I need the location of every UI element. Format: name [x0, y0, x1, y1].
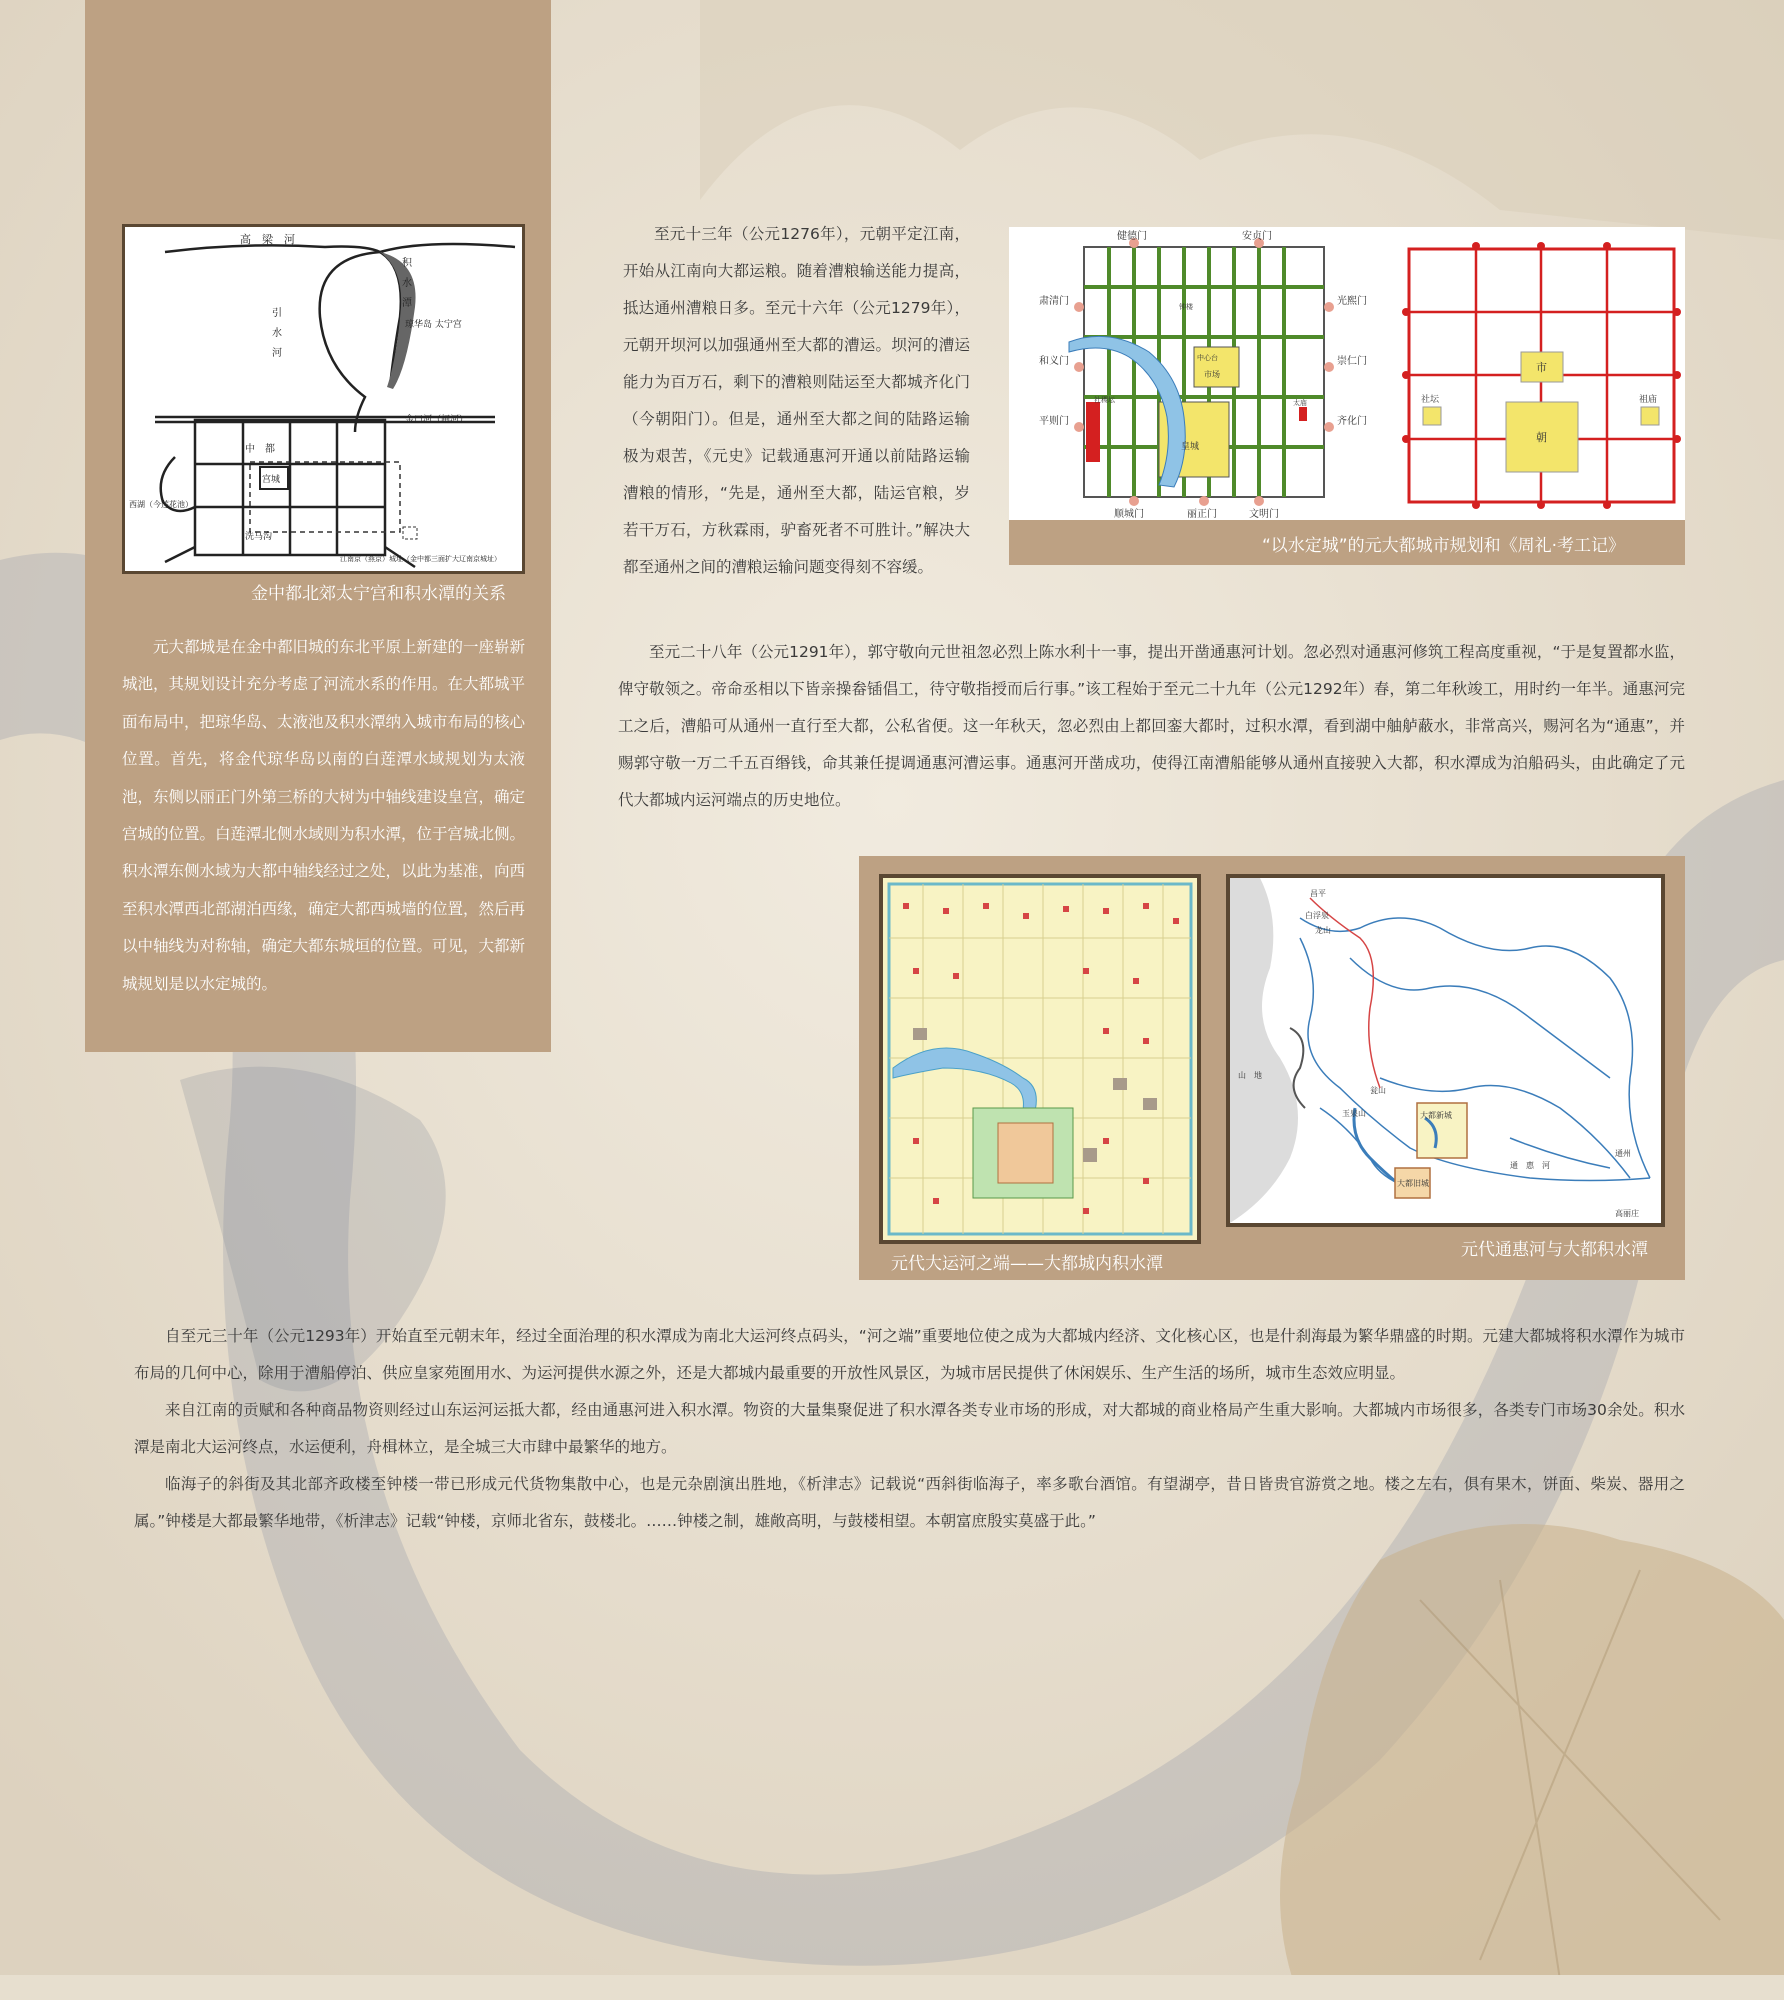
jin-zhongdu-map-drawing	[125, 227, 522, 571]
label-jishui: 积 水 潭	[399, 257, 411, 307]
label-wengshan: 瓮山	[1370, 1086, 1386, 1095]
label-shetan: 社坛	[1421, 395, 1440, 405]
jishuitan-city-map-drawing	[883, 878, 1197, 1240]
tonghui-river-map-drawing	[1230, 878, 1661, 1223]
label-market: 市场	[1204, 370, 1220, 379]
label-shi: 市	[1536, 361, 1547, 374]
tonghui-river-map	[1226, 874, 1665, 1227]
label-baifu: 白浮泉	[1305, 911, 1329, 920]
jishuitan-city-map	[879, 874, 1201, 1244]
label-zhonglou: 钟楼	[1179, 303, 1193, 311]
tonghui-paragraph: 至元二十八年（公元1291年），郭守敬向元世祖忽必烈上陈水利十一事，提出开凿通惠河计划。忽必烈对通惠河修筑工程高度重视，“于是复置都水监，俾守敬领之。帝命丞相以下皆亲操畚锸倡工，待守敬指授而后行事。”该工程始于至元二十九年（公元1292年）春，第二年秋竣工，用时约一年半。通惠河完工之后，漕船可从通州一直行至大都，公私省便。这一年秋天，忽必烈由上都回銮大都时，过积水潭，看到湖中舳舻蔽水，非常高兴，赐河名为“通惠”，并赐郭守敬一万二千五百缗钱，命其兼任提调通惠河漕运事。通惠河开凿成功，使得江南漕船能够从通州直接驶入大都，积水潭成为泊船码头，由此确定了元代大都城内运河端点的历史地位。	[618, 643, 1685, 809]
gate-pingze: 平则门	[1039, 416, 1069, 427]
label-longshan: 龙山	[1315, 926, 1331, 935]
gate-qihua: 齐化门	[1337, 416, 1367, 427]
gate-heyi: 和义门	[1039, 356, 1069, 367]
closing-paragraph-3: 临海子的斜街及其北部齐政楼至钟楼一带已形成元代货物集散中心，也是元杂剧演出胜地，《析津志》记载说“西斜街临海子，率多歌台酒馆。有望湖亭，昔日皆贵官游赏之地。楼之左右，俱有果木，饼面、柴炭、器用之属。”钟楼是大都最繁华地带，《析津志》记载“钟楼，京师北省东，鼓楼北。……钟楼之制，雄敞高明，与鼓楼相望。本朝富庶殷实莫盛于此。”	[134, 1475, 1685, 1530]
jin-zhongdu-map	[122, 224, 525, 574]
gate-wenming: 文明门	[1249, 509, 1279, 520]
label-chao: 朝	[1536, 431, 1547, 444]
label-tonghui: 通 惠 河	[1510, 1161, 1550, 1170]
closing-paragraph-2: 来自江南的贡赋和各种商品物资则经过山东运河运抵大都，经由通惠河进入积水潭。物资的大量集聚促进了积水潭各类专业市场的形成，对大都城的商业格局产生重大影响。大都城内市场很多，各类专门市场30余处。积水潭是南北大运河终点，水运便利，舟楫林立，是全城三大市肆中最繁华的地方。	[134, 1401, 1685, 1456]
label-gaoli: 高丽庄	[1615, 1209, 1639, 1218]
plan-caption: “以水定城”的元大都城市规划和《周礼·考工记》	[1262, 536, 1626, 556]
label-zumiao: 祖庙	[1639, 395, 1658, 405]
label-yinshui: 引 水 河	[269, 307, 281, 357]
label-taimiao: 太庙	[1293, 399, 1307, 407]
gate-chongren: 崇仁门	[1337, 356, 1367, 367]
gate-suqing: 肃清门	[1039, 296, 1069, 307]
label-changping: 昌平	[1310, 889, 1326, 898]
gate-jiande: 健德门	[1117, 231, 1147, 242]
label-tongzhou: 通州	[1615, 1149, 1631, 1158]
gate-anzhen: 安贞门	[1242, 231, 1272, 242]
label-legend: 江南京（燕京）城址（金中都三面扩大辽南京城址）	[340, 555, 501, 563]
gate-shuncheng: 顺城门	[1114, 509, 1144, 520]
label-palace: 皇城	[1181, 442, 1200, 452]
gate-guangxi: 光熙门	[1337, 296, 1367, 307]
jin-map-caption: 金中都北郊太宁宫和积水潭的关系	[251, 584, 506, 604]
label-sheji: 社稷坛	[1094, 396, 1115, 404]
label-gaoliang: 高 梁 河	[240, 233, 295, 246]
label-xincheng: 大都新城	[1420, 1111, 1452, 1120]
label-zhongdu: 中 都	[245, 444, 275, 455]
label-qionghua: 琼华岛 太宁宫	[405, 320, 462, 330]
tonghui-map-caption: 元代通惠河与大都积水潭	[1461, 1240, 1648, 1260]
label-gongcheng: 宫城	[262, 475, 281, 485]
gate-lizheng: 丽正门	[1187, 509, 1217, 520]
label-shandi: 山 地	[1238, 1071, 1262, 1080]
left-panel-paragraph: 元大都城是在金中都旧城的东北平原上新建的一座崭新城池，其规划设计充分考虑了河流水系的作用。在大都城平面布局中，把琼华岛、太液池及积水潭纳入城市布局的核心位置。首先，将金代琼华岛以南的白莲潭水域规划为太液池，东侧以丽正门外第三桥的大树为中轴线建设皇宫，确定宫城的位置。白莲潭北侧水域则为积水潭，位于宫城北侧。积水潭东侧水域为大都中轴线经过之处，以此为基准，向西至积水潭西北部湖泊西缘，确定大都西城墙的位置，然后再以中轴线为对称轴，确定大都东城垣的位置。可见，大都新城规划是以水定城的。	[122, 638, 526, 993]
label-jiucheng: 大都旧城	[1397, 1179, 1429, 1188]
label-zhongxin: 中心台	[1197, 354, 1218, 362]
label-xihu: 西湖（今莲花池）	[129, 500, 193, 509]
intro-paragraph: 至元十三年（公元1276年），元朝平定江南，开始从江南向大都运粮。随着漕粮输送能力提高，抵达通州漕粮日多。至元十六年（公元1279年），元朝开坝河以加强通州至大都的漕运。坝河的漕运能力为百万石，剩下的漕粮则陆运至大都城齐化门（今朝阳门）。但是，通州至大都之间的陆路运输极为艰苦，《元史》记载通惠河开通以前陆路运输漕粮的情形，“先是，通州至大都，陆运官粮，岁若干万石，方秋霖雨，驴畜死者不可胜计。”解决大都至通州之间的漕粮运输问题变得刻不容缓。	[623, 225, 970, 576]
label-yuquan: 玉泉山	[1342, 1109, 1366, 1118]
closing-text	[134, 1318, 1685, 1540]
label-jinkou: 金口河（闸河）	[405, 415, 469, 425]
jishuitan-map-caption: 元代大运河之端——大都城内积水潭	[891, 1254, 1163, 1274]
plan-figure-drawing	[1009, 227, 1685, 520]
closing-paragraph-1: 自至元三十年（公元1293年）开始直至元朝末年，经过全面治理的积水潭成为南北大运河终点码头，“河之端”重要地位使之成为大都城内经济、文化核心区，也是什刹海最为繁华鼎盛的时期。元建大都城将积水潭作为城市布局的几何中心，除用于漕船停泊、供应皇家苑囿用水、为运河提供水源之外，还是大都城内最重要的开放性风景区，为城市居民提供了休闲娱乐、生产生活的场所，城市生态效应明显。	[134, 1327, 1685, 1382]
label-xima: 洗马沟	[245, 532, 273, 542]
yuan-dadu-plan-figure	[1009, 227, 1685, 520]
